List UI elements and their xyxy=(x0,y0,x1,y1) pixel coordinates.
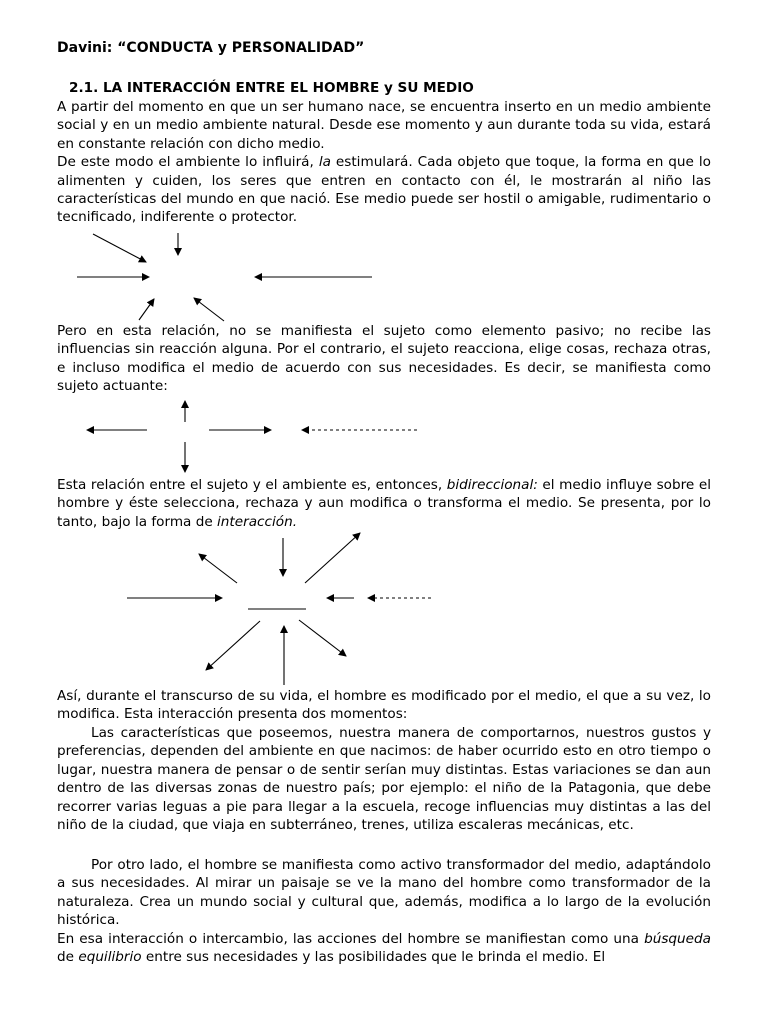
paragraph-5: Así, durante el transcurso de su vida, el hombre es modificado por el medio, el que a su vez, lo modifica. Esta interacción presenta dos momentos: xyxy=(57,688,711,723)
paragraph-6: Las características que poseemos, nuestra manera de comportarnos, nuestros gustos y preferencias, dependen del ambiente en que nacimos: de haber ocurrido esto en otro tiempo o lugar, nuestra manera de pensar o de sentir serían muy distintas. Estas variaciones se dan aun dentro de las diversas zonas de nuestro país; por ejemplo: el niño de la Patagonia, que debe recorrer varias leguas a pie para llegar a la escuela, recoge influencias muy distintas a las del niño de la ciudad, que viaja en subterráneo, trenes, utiliza escaleras mecánicas, etc. xyxy=(57,725,711,834)
influence-diagram xyxy=(57,228,711,328)
paragraph-3: Pero en esta relación, no se manifiesta el sujeto como elemento pasivo; no recibe las influencias sin reacción alguna. Por el contrario, el sujeto reacciona, elige cosas, rechaza otras, e incluso modifica el medio de acuerdo con sus necesidades. Es decir, se manifiesta como sujeto actuante: xyxy=(57,323,711,395)
active-subject-diagram xyxy=(57,396,711,476)
paragraph-1: A partir del momento en que un ser humano nace, se encuentra inserto en un medio ambiente social y en un medio ambiente natural. Desde ese momento y aun durante toda su vida, estará en constante relación con dicho medio. De este modo el ambiente lo influirá, la estimulará. Cada objeto que toque, la forma en que lo alimenten y cuiden, los seres que entren en contacto con él, le mostrarán al niño las características del mundo en que nació. Ese medio puede ser hostil o amigable, rudimentario o tecnificado, indiferente o protector. xyxy=(57,99,711,226)
interaction-diagram xyxy=(57,530,711,690)
paragraph-7: Por otro lado, el hombre se manifiesta como activo transformador del medio, adaptándolo a sus necesidades. Al mirar un paisaje se ve la mano del hombre como transformador de la naturaleza. Crea un mundo social y cultural que, además, modifica a lo largo de la evolución histórica. xyxy=(57,857,711,929)
paragraph-8: En esa interacción o intercambio, las acciones del hombre se manifiestan como una búsqueda de equilibrio entre sus necesidades y las posibilidades que le brinda el medio. El xyxy=(57,931,711,966)
document-title: Davini: “CONDUCTA y PERSONALIDAD” xyxy=(57,40,365,56)
paragraph-4: Esta relación entre el sujeto y el ambiente es, entonces, bidireccional: el medio influye sobre el hombre y éste selecciona, rechaza y aun modifica o transforma el medio. Se presenta, por lo tanto, bajo la forma de interacción. xyxy=(57,477,712,530)
section-heading: 2.1. LA INTERACCIÓN ENTRE EL HOMBRE y SU MEDIO xyxy=(69,80,474,96)
